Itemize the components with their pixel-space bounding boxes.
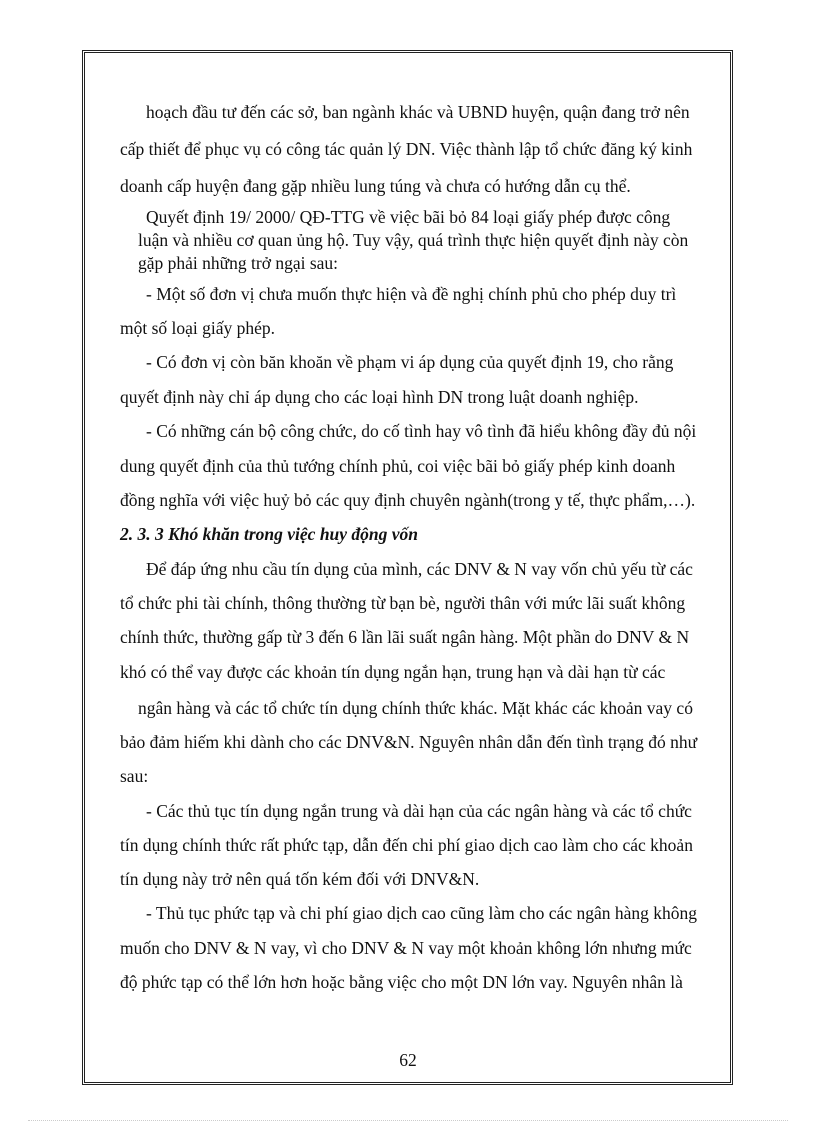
text-line: ngân hàng và các tổ chức tín dụng chính thức khác. Mặt khác các khoản vay có <box>138 698 693 718</box>
text-line: sau: <box>120 766 149 786</box>
text-line: cấp thiết để phục vụ có công tác quản lý DN. Việc thành lập tổ chức đăng ký kinh <box>120 139 693 159</box>
text-line: độ phức tạp có thể lớn hơn hoặc bằng việc cho một DN lớn vay. Nguyên nhân là <box>120 972 683 992</box>
text-line: dung quyết định của thủ tướng chính phủ, coi việc bãi bỏ giấy phép kinh doanh <box>120 456 676 476</box>
text-line: doanh cấp huyện đang gặp nhiều lung túng và chưa có hướng dẫn cụ thể. <box>120 176 631 196</box>
text-line: Để đáp ứng nhu cầu tín dụng của mình, các DNV & N vay vốn chủ yếu từ các <box>146 559 693 579</box>
text-line: - Có đơn vị còn băn khoăn về phạm vi áp dụng của quyết định 19, cho rằng <box>146 352 674 372</box>
text-line: tín dụng này trở nên quá tốn kém đối với DNV&N. <box>120 869 480 889</box>
page-number: 62 <box>399 1050 417 1070</box>
text-line: - Các thủ tục tín dụng ngắn trung và dài hạn của các ngân hàng và các tổ chức <box>146 801 692 821</box>
text-line: tổ chức phi tài chính, thông thường từ bạn bè, người thân với mức lãi suất không <box>120 593 686 613</box>
text-line: chính thức, thường gấp từ 3 đến 6 lần lãi suất ngân hàng. Một phần do DNV & N <box>120 627 690 647</box>
footer-divider <box>28 1120 788 1121</box>
text-line: muốn cho DNV & N vay, vì cho DNV & N vay một khoản không lớn nhưng mức <box>120 938 692 958</box>
text-line: một số loại giấy phép. <box>120 318 276 338</box>
text-line: Quyết định 19/ 2000/ QĐ-TTG về việc bãi bỏ 84 loại giấy phép được công <box>146 207 671 227</box>
text-line: luận và nhiều cơ quan ủng hộ. Tuy vậy, quá trình thực hiện quyết định này còn <box>138 230 689 250</box>
text-line: khó có thể vay được các khoản tín dụng ngắn hạn, trung hạn và dài hạn từ các <box>120 662 666 682</box>
text-line: bảo đảm hiếm khi dành cho các DNV&N. Nguyên nhân dẫn đến tình trạng đó như <box>120 732 698 752</box>
text-line: tín dụng chính thức rất phức tạp, dẫn đến chi phí giao dịch cao làm cho các khoản <box>120 835 693 855</box>
text-line: - Thủ tục phức tạp và chi phí giao dịch cao cũng làm cho các ngân hàng không <box>146 903 698 923</box>
text-line: - Một số đơn vị chưa muốn thực hiện và đề nghị chính phủ cho phép duy trì <box>146 284 677 304</box>
text-line: - Có những cán bộ công chức, do cố tình hay vô tình đã hiểu không đầy đủ nội <box>146 421 697 441</box>
text-line: quyết định này chỉ áp dụng cho các loại hình DN trong luật doanh nghiệp. <box>120 387 639 407</box>
text-line: hoạch đầu tư đến các sở, ban ngành khác và UBND huyện, quận đang trở nên <box>146 102 690 122</box>
section-heading: 2. 3. 3 Khó khăn trong việc huy động vốn <box>120 524 419 544</box>
text-line: đồng nghĩa với việc huỷ bỏ các quy định chuyên ngành(trong y tế, thực phẩm,…). <box>120 490 696 510</box>
text-line: gặp phải những trở ngại sau: <box>138 253 339 273</box>
